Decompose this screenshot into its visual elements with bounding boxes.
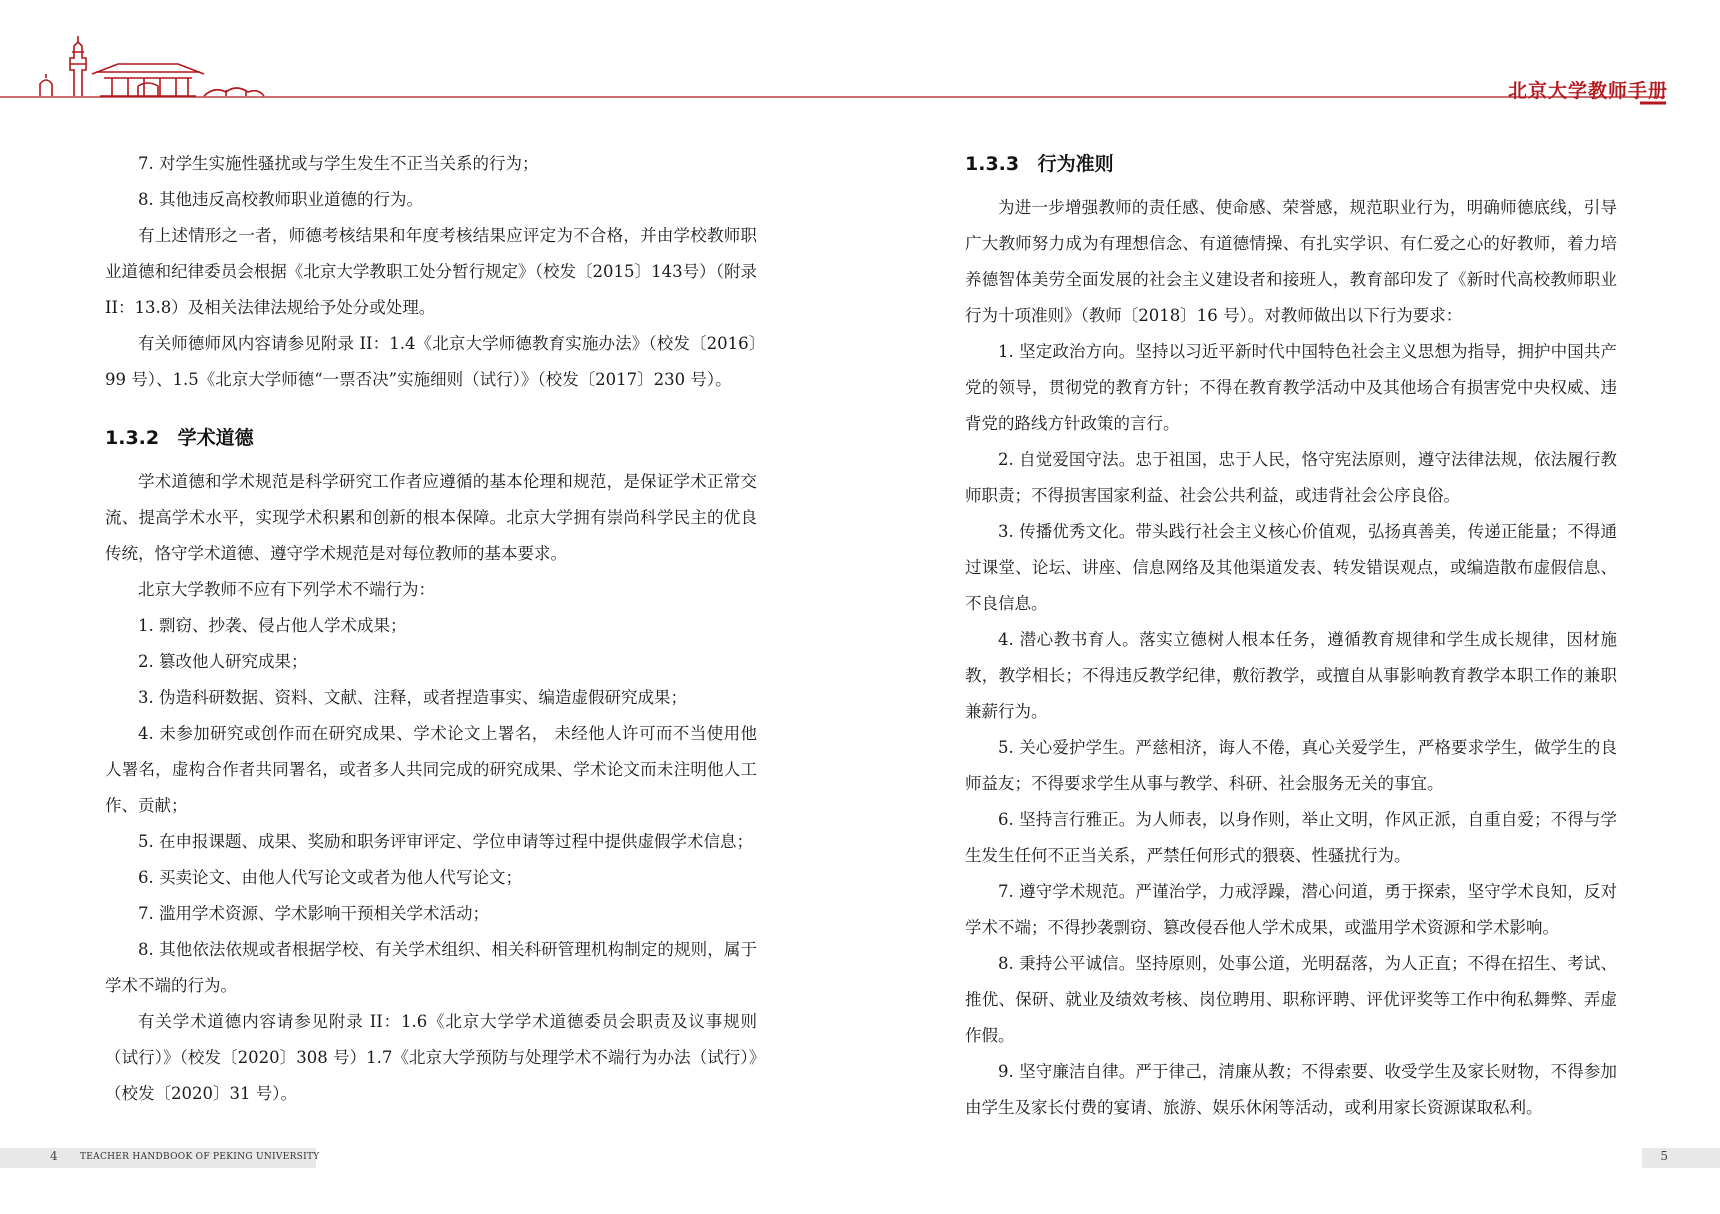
page-number-left: 4 bbox=[50, 1149, 58, 1163]
footer-handbook-title: TEACHER HANDBOOK OF PEKING UNIVERSITY bbox=[80, 1152, 320, 1162]
list-item: 7. 滥用学术资源、学术影响干预相关学术活动； bbox=[138, 904, 489, 923]
section-heading-1-3-3 bbox=[965, 146, 1617, 182]
list-item: 1. 坚定政治方向。坚持以习近平新时代中国特色社会主义思想为指导，拥护中国共产党的领导，贯彻党的教育方针；不得在教育教学活动中及其他场合有损害党中央权威、违背党的路线方针政策的言行。 bbox=[965, 342, 1617, 433]
list-item: 6. 坚持言行雅正。为人师表，以身作则，举止文明，作风正派，自重自爱；不得与学生发生任何不正当关系，严禁任何形式的猥亵、性骚扰行为。 bbox=[965, 810, 1617, 865]
section-title: 学术道德 bbox=[177, 427, 254, 449]
footer-bar bbox=[0, 1148, 1720, 1168]
list-item: 8. 其他违反高校教师职业道德的行为。 bbox=[138, 190, 423, 209]
list-item: 1. 剽窃、抄袭、侵占他人学术成果； bbox=[138, 616, 407, 635]
list-item: 3. 伪造科研数据、资料、文献、注释，或者捏造事实、编造虚假研究成果； bbox=[138, 688, 687, 707]
list-item: 8. 秉持公平诚信。坚持原则，处事公道，光明磊落，为人正直；不得在招生、考试、推优、保研、就业及绩效考核、岗位聘用、职称评聘、评优评奖等工作中徇私舞弊、弄虚作假。 bbox=[965, 954, 1617, 1045]
list-item: 6. 买卖论文、由他人代写论文或者为他人代写论文； bbox=[138, 868, 522, 887]
list-item: 4. 未参加研究或创作而在研究成果、学术论文上署名， 未经他人许可而不当使用他人署名，虚构合作者共同署名，或者多人共同完成的研究成果、学术论文而未注明他人工作、贡献； bbox=[105, 724, 757, 815]
section-number: 1.3.2 bbox=[105, 427, 160, 449]
paragraph: 有关学术道德内容请参见附录 II：1.6《北京大学学术道德委员会职责及议事规则（试行）》（校发〔2020〕308 号）1.7《北京大学预防与处理学术不端行为办法（试行）》（校发〔2020〕31 号）。 bbox=[105, 1012, 757, 1103]
page-number-right: 5 bbox=[1660, 1149, 1668, 1163]
list-item: 4. 潜心教书育人。落实立德树人根本任务，遵循教育规律和学生成长规律，因材施教，教学相长；不得违反教学纪律，敷衍教学，或擅自从事影响教育教学本职工作的兼职兼薪行为。 bbox=[965, 630, 1617, 721]
right-page-column bbox=[965, 146, 1617, 1126]
list-item: 9. 坚守廉洁自律。严于律己，清廉从教；不得索要、收受学生及家长财物，不得参加由学生及家长付费的宴请、旅游、娱乐休闲等活动，或利用家长资源谋取私利。 bbox=[965, 1062, 1617, 1117]
footer-divider-gap bbox=[316, 1148, 1642, 1168]
left-page-column bbox=[105, 146, 757, 1112]
paragraph: 有上述情形之一者，师德考核结果和年度考核结果应评定为不合格，并由学校教师职业道德和纪律委员会根据《北京大学教职工处分暂行规定》（校发〔2015〕143号）（附录 II：13.8）及相关法律法规给予处分或处理。 bbox=[105, 226, 757, 317]
list-item: 5. 关心爱护学生。严慈相济，诲人不倦，真心关爱学生，严格要求学生，做学生的良师益友；不得要求学生从事与教学、科研、社会服务无关的事宜。 bbox=[965, 738, 1617, 793]
list-item: 8. 其他依法依规或者根据学校、有关学术组织、相关科研管理机构制定的规则，属于学术不端的行为。 bbox=[105, 940, 757, 995]
handbook-title: 北京大学教师手册 bbox=[1507, 80, 1668, 102]
paragraph: 学术道德和学术规范是科学研究工作者应遵循的基本伦理和规范，是保证学术正常交流、提高学术水平，实现学术积累和创新的根本保障。北京大学拥有崇尚科学民主的优良传统，恪守学术道德、遵守学术规范是对每位教师的基本要求。 bbox=[105, 472, 757, 563]
list-item: 7. 对学生实施性骚扰或与学生发生不正当关系的行为； bbox=[138, 154, 539, 173]
header-banner bbox=[0, 0, 1720, 120]
paragraph: 北京大学教师不应有下列学术不端行为： bbox=[138, 580, 435, 599]
list-item: 5. 在申报课题、成果、奖励和职务评审评定、学位申请等过程中提供虚假学术信息； bbox=[138, 832, 753, 851]
paragraph: 为进一步增强教师的责任感、使命感、荣誉感，规范职业行为，明确师德底线，引导广大教师努力成为有理想信念、有道德情操、有扎实学识、有仁爱之心的好教师，着力培养德智体美劳全面发展的社会主义建设者和接班人，教育部印发了《新时代高校教师职业行为十项准则》（教师〔2018〕16 号）。对教师做出以下行为要求： bbox=[965, 198, 1617, 325]
list-item: 3. 传播优秀文化。带头践行社会主义核心价值观，弘扬真善美，传递正能量；不得通过课堂、论坛、讲座、信息网络及其他渠道发表、转发错误观点，或编造散布虚假信息、不良信息。 bbox=[965, 522, 1617, 613]
paragraph: 有关师德师风内容请参见附录 II：1.4《北京大学师德教育实施办法》（校发〔2016〕99 号）、1.5《北京大学师德“一票否决”实施细则（试行）》（校发〔2017〕230 号）。 bbox=[105, 334, 757, 389]
section-heading-1-3-2 bbox=[105, 420, 757, 456]
list-item: 2. 篡改他人研究成果； bbox=[138, 652, 308, 671]
list-item: 7. 遵守学术规范。严谨治学，力戒浮躁，潜心问道，勇于探索，坚守学术良知，反对学术不端；不得抄袭剽窃、篡改侵吞他人学术成果，或滥用学术资源和学术影响。 bbox=[965, 882, 1617, 937]
section-number: 1.3.3 bbox=[965, 153, 1020, 175]
list-item: 2. 自觉爱国守法。忠于祖国，忠于人民，恪守宪法原则，遵守法律法规，依法履行教师职责；不得损害国家利益、社会公共利益，或违背社会公序良俗。 bbox=[965, 450, 1617, 505]
campus-logo-illustration bbox=[40, 36, 264, 96]
section-title: 行为准则 bbox=[1037, 153, 1114, 175]
